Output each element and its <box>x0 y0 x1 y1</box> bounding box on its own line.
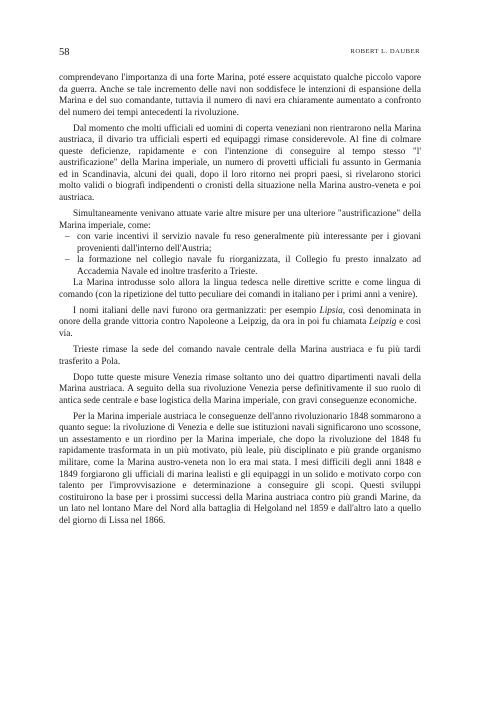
running-head: ROBERT L. DAUBER <box>350 48 420 55</box>
paragraph: comprendevano l'importanza di una forte Marina, poté essere acquistato qualche piccolo vapore da guerra. Anche se tale incremento delle navi non soddisfece le intenzioni di espansione della Marina e del suo comandante, tuttavia il numero di navi era chiaramente aumentato a confronto del numero dei tempi antecedenti la rivoluzione. <box>59 73 421 118</box>
list-dash: – <box>65 232 70 243</box>
page-number: 58 <box>59 47 70 58</box>
ship-name: Lipsia <box>319 305 343 316</box>
paragraph: Trieste rimase la sede del comando navale centrale della Marina austriaca e fu più tardi trasferito a Pola. <box>59 345 421 367</box>
text-run: I nomi italiani delle navi furono ora germanizzati: per esempio <box>73 305 320 316</box>
paragraph: La Marina introdusse solo allora la lingua tedesca nelle direttive scritte e come lingua di comando (con la ripetizione del tutto peculiare dei comandi in italiano per i primi anni a venire). <box>59 278 421 300</box>
text-run: , così denominata in onore della grande vittoria contro Napoleone a Leipzig, da ora in poi fu chiamata <box>59 305 421 328</box>
page-header <box>59 47 420 59</box>
list-item <box>59 255 421 278</box>
paragraph: Dopo tutte queste misure Venezia rimase soltanto uno dei quattro dipartimenti navali della Marina austriaca. A seguito della sua rivoluzione Venezia perse definitivamente il suo ruolo di antica sede centrale e base logistica della Marina imperiale, con gravi conseguenze economiche. <box>59 372 421 406</box>
list-item-text: con varie incentivi il servizio navale fu reso generalmente più interessante per i giovani provenienti dall'interno dell'Austria; <box>77 232 421 254</box>
paragraph <box>59 306 421 341</box>
list-item-text: la formazione nel collegio navale fu riorganizzata, il Collegio fu presto innalzato ad Accademia Navale ed inoltre trasferito a Trieste. <box>77 255 421 277</box>
ship-name: Leipzig <box>368 317 397 328</box>
list-dash: – <box>65 255 70 266</box>
text-run: e così via. <box>59 317 421 339</box>
paragraph: Per la Marina imperiale austriaca le conseguenze dell'anno rivoluzionario 1848 sommarono a quanto segue: la rivoluzione di Venezia e delle sue istituzioni navali significarono uno scossone, un assestamento e un riordino per la Marina imperiale, che dopo la rivoluzione del 1848 fu rapidamente trasformata in un più motivato, più leale, più disciplinato e più grande organismo militare, come la Marina austro-veneta non lo era mai stata. I mesi difficili degli anni 1848 e 1849 forgiarono gli ufficiali di marina lealisti e gli equipaggi in un solido e motivato corpo con talento per l'improvvisazione e determinazione a conseguire gli scopi. Questi sviluppi costituirono la base per i prossimi successi della Marina austriaca contro più grandi Marine, da un lato nel lontano Mare del Nord alla battaglia di Helgoland nel 1859 e dall'altro lato a quello del giorno di Lissa nel 1866. <box>59 411 421 526</box>
paragraph: Dal momento che molti ufficiali ed uomini di coperta veneziani non rientrarono nella Marina austriaca, il divario tra ufficiali esperti ed equipaggi rimase considerevole. Al fine di colmare queste deficienze, rapidamente e con l'intenzione di conseguire al tempo stesso "l' austrificazione" della Marina imperiale, un numero di provetti ufficiali fu assunto in Germania ed in Scandinavia, alcuni dei quali, dopo il loro ritorno nei propri paesi, si rivelarono storici molto validi o biografi indipendenti o cronisti della situazione nella Marina austro-veneta e poi austriaca. <box>59 123 421 203</box>
paragraph: Simultaneamente venivano attuate varie altre misure per una ulteriore "austrificazione" della Marina imperiale, come: <box>59 209 421 231</box>
list-item <box>59 232 421 255</box>
body-text <box>59 73 421 527</box>
